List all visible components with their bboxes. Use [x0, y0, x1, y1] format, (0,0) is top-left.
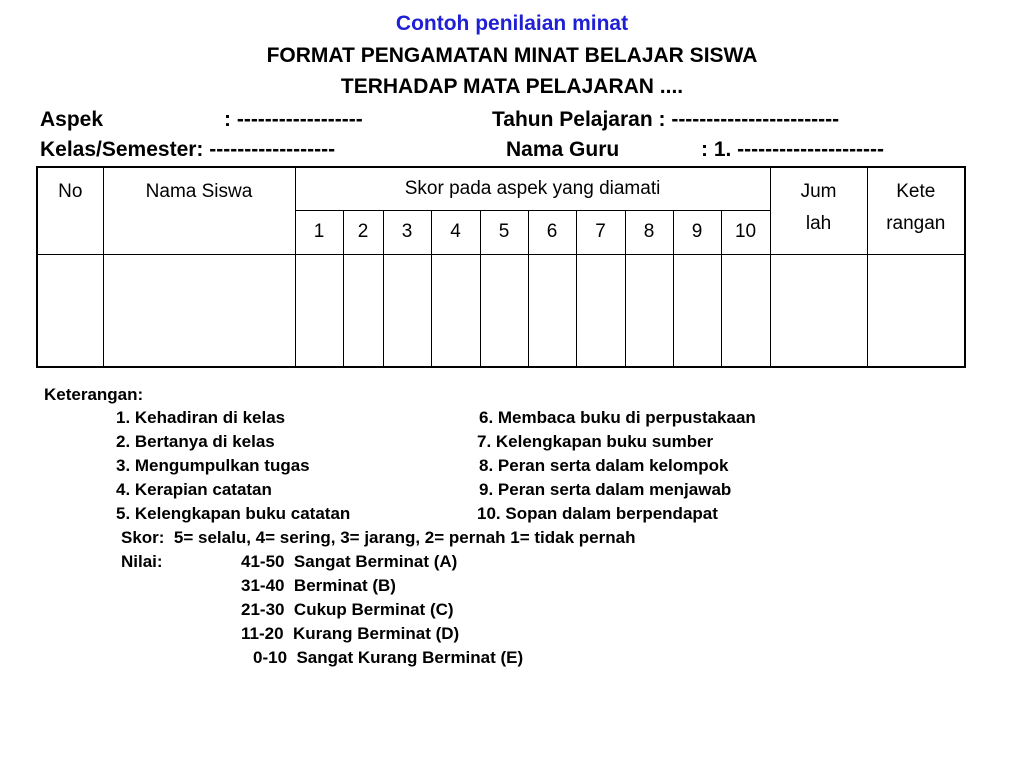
kelas-semester-field: Kelas/Semester: ------------------ [40, 138, 336, 161]
nilai-label: Nilai: [121, 552, 163, 571]
header-ket-line1: Kete [896, 181, 936, 202]
aspect-item-right: 10. Sopan dalam berpendapat [477, 504, 718, 523]
aspect-item-left: 2. Bertanya di kelas [116, 432, 275, 451]
header-keterangan [867, 167, 965, 254]
header-skor-label: Skor pada aspek yang diamati [404, 177, 661, 199]
header-jumlah [770, 167, 867, 254]
aspect-number-cell: 1 [295, 210, 343, 254]
entry-score-cell[interactable] [480, 254, 528, 367]
aspect-item-left: 1. Kehadiran di kelas [116, 408, 286, 427]
nilai-range: 41-50 Sangat Berminat (A) [241, 552, 458, 571]
entry-nama-cell[interactable] [103, 254, 295, 367]
entry-score-cell[interactable] [576, 254, 625, 367]
aspect-number-cell: 7 [576, 210, 625, 254]
aspect-item-right: 6. Membaca buku di perpustakaan [479, 408, 756, 427]
header-jumlah-line2: lah [805, 213, 832, 234]
entry-score-cell[interactable] [343, 254, 383, 367]
keterangan-label: Keterangan: [44, 385, 144, 404]
aspect-number-cell: 9 [673, 210, 721, 254]
student-entry-row [37, 254, 965, 367]
entry-score-cell[interactable] [295, 254, 343, 367]
aspect-number-cell: 2 [343, 210, 383, 254]
aspect-number-cell: 6 [528, 210, 576, 254]
aspek-label: Aspek [40, 108, 104, 131]
nilai-range: 31-40 Berminat (B) [241, 576, 396, 595]
header-row [37, 167, 965, 210]
header-jumlah-line1: Jum [800, 181, 837, 202]
entry-keterangan-cell[interactable] [867, 254, 965, 367]
entry-score-cell[interactable] [528, 254, 576, 367]
header-nama-siswa [103, 167, 295, 254]
tahun-pelajaran-field: Tahun Pelajaran : ------------------------ [492, 108, 840, 131]
aspect-number-cell: 5 [480, 210, 528, 254]
nilai-range: 0-10 Sangat Kurang Berminat (E) [253, 648, 524, 667]
aspect-item-right: 7. Kelengkapan buku sumber [477, 432, 714, 451]
aspect-item-left: 5. Kelengkapan buku catatan [116, 504, 351, 523]
form-heading-line2: TERHADAP MATA PELAJARAN .... [340, 75, 684, 98]
skor-legend: Skor: 5= selalu, 4= sering, 3= jarang, 2= pernah 1= tidak pernah [121, 528, 636, 547]
aspek-value: : ------------------ [224, 108, 363, 131]
aspect-number-cell: 3 [383, 210, 431, 254]
form-heading-line1: FORMAT PENGAMATAN MINAT BELAJAR SISWA [266, 44, 758, 67]
nilai-range: 21-30 Cukup Berminat (C) [241, 600, 454, 619]
aspect-item-left: 4. Kerapian catatan [116, 480, 272, 499]
aspect-item-right: 8. Peran serta dalam kelompok [479, 456, 729, 475]
observation-table [36, 166, 966, 368]
header-nama-label: Nama Siswa [145, 181, 253, 202]
entry-score-cell[interactable] [383, 254, 431, 367]
aspect-number-cell: 10 [721, 210, 770, 254]
page-title: Contoh penilaian minat [395, 12, 629, 35]
nama-guru-label: Nama Guru [506, 138, 620, 161]
aspect-number-cell: 8 [625, 210, 673, 254]
nama-guru-value: : 1. --------------------- [701, 138, 885, 161]
entry-score-cell[interactable] [431, 254, 480, 367]
aspect-number-cell: 4 [431, 210, 480, 254]
header-no-label: No [58, 181, 83, 202]
header-no [37, 167, 103, 254]
aspect-item-left: 3. Mengumpulkan tugas [116, 456, 310, 475]
entry-no-cell[interactable] [37, 254, 103, 367]
header-skor [295, 167, 770, 210]
nilai-range: 11-20 Kurang Berminat (D) [241, 624, 460, 643]
entry-score-cell[interactable] [673, 254, 721, 367]
entry-jumlah-cell[interactable] [770, 254, 867, 367]
entry-score-cell[interactable] [625, 254, 673, 367]
aspect-item-right: 9. Peran serta dalam menjawab [479, 480, 732, 499]
header-ket-line2: rangan [886, 213, 946, 234]
entry-score-cell[interactable] [721, 254, 770, 367]
